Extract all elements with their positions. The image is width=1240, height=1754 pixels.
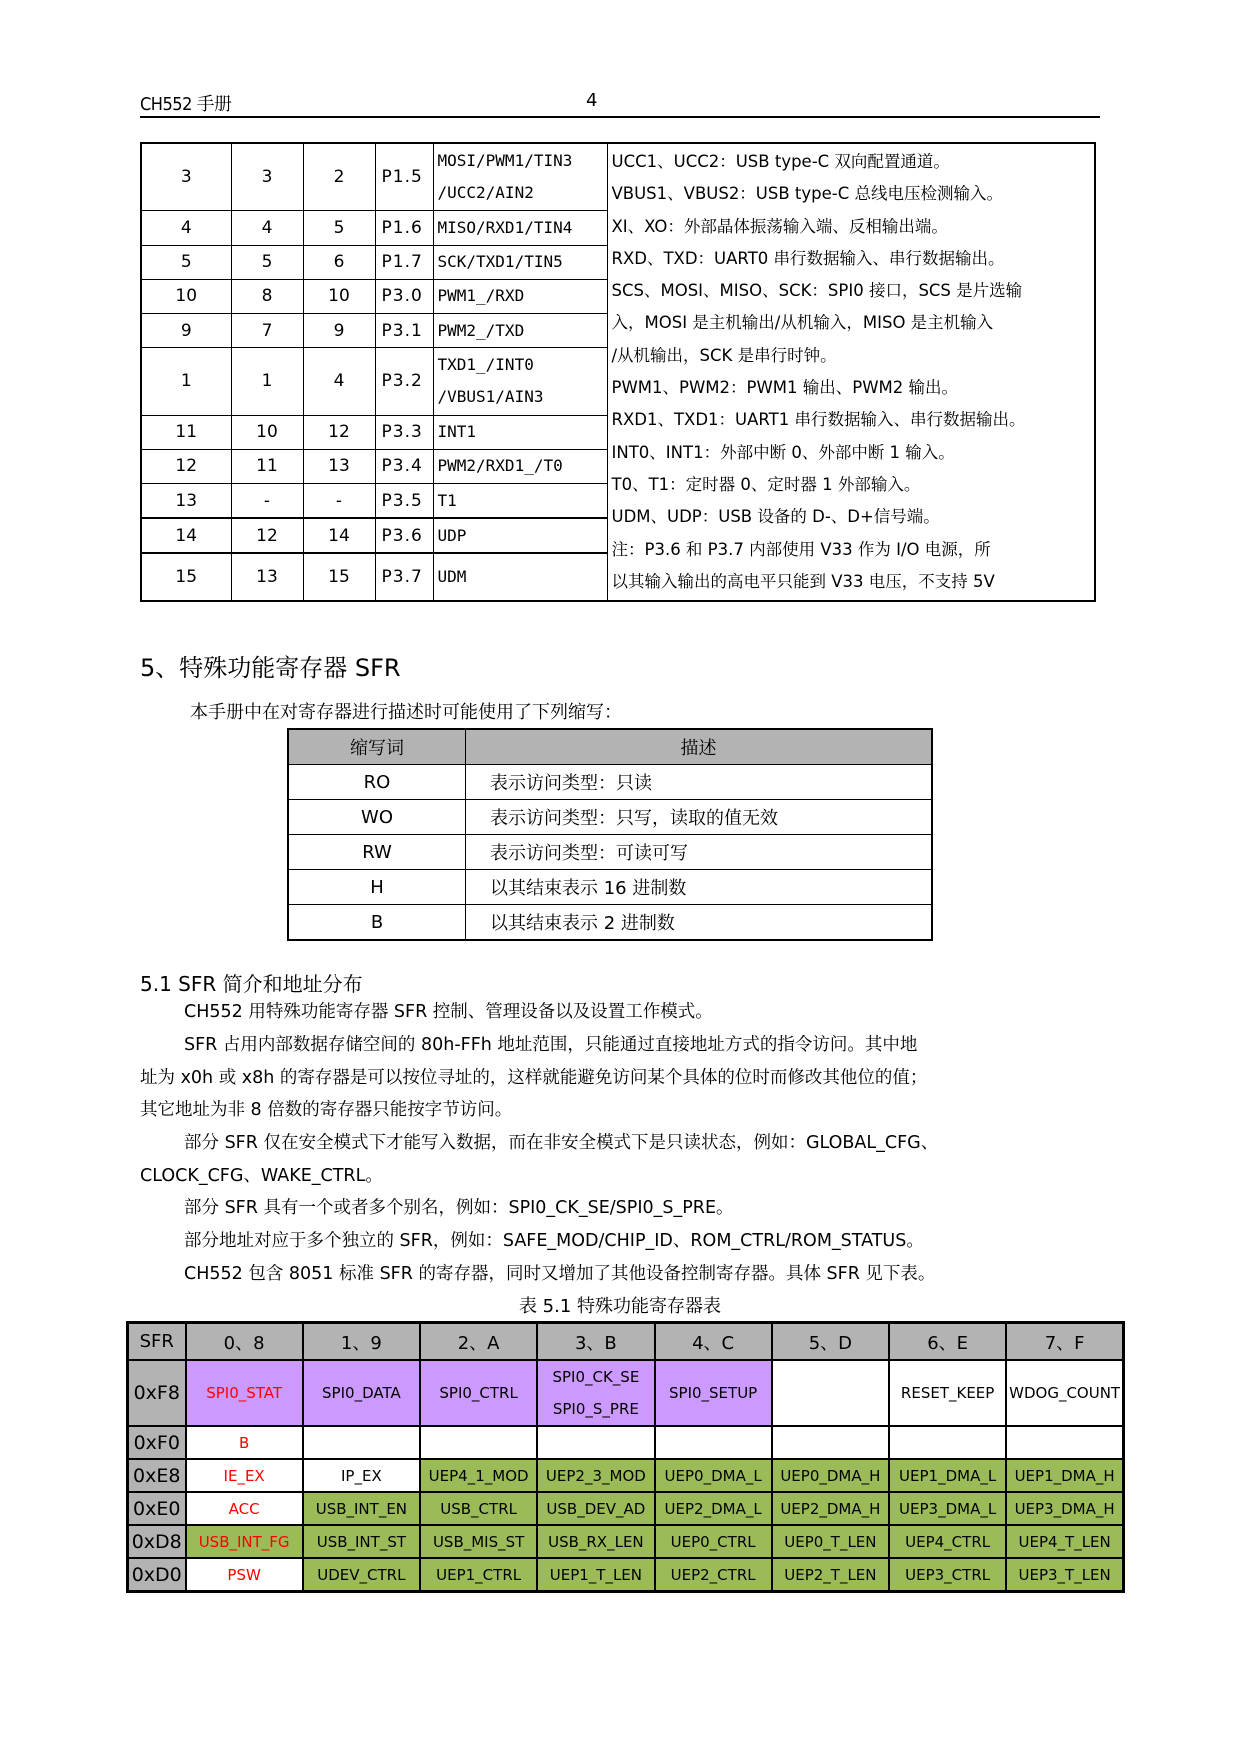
port-cell: P3.2 — [375, 348, 433, 415]
abbr-desc: 表示访问类型：只写，读取的值无效 — [466, 800, 933, 835]
func-cell — [433, 348, 607, 415]
pin-cell: 11 — [141, 415, 231, 449]
sfr-cell-alias — [537, 1360, 654, 1426]
sfr-cell: USB_DEV_AD — [537, 1492, 654, 1525]
sfr-cell: USB_MIS_ST — [420, 1525, 537, 1558]
desc-line: XI、XO：外部晶体振荡输入端、反相输出端。 — [611, 216, 948, 236]
table-row — [128, 1426, 1124, 1459]
func-cell: SCK/TXD1/TIN5 — [433, 245, 607, 279]
sfr-cell: USB_RX_LEN — [537, 1525, 654, 1558]
table-caption: 表 5.1 特殊功能寄存器表 — [518, 1296, 722, 1317]
table-row — [128, 1492, 1124, 1525]
pin-cell: 9 — [303, 314, 375, 348]
paragraph-continued: CLOCK_CFG、WAKE_CTRL。 — [140, 1166, 383, 1186]
abbreviation-table — [287, 728, 933, 941]
desc-line: UCC1、UCC2：USB type-C 双向配置通道。 — [611, 152, 950, 171]
sfr-cell — [889, 1426, 1006, 1459]
sfr-cell — [303, 1426, 420, 1459]
sfr-cell — [655, 1426, 772, 1459]
pin-cell: 9 — [141, 314, 231, 348]
paragraph-continued: 址为 x0h 或 x8h 的寄存器是可以按位寻址的，这样就能避免访问某个具体的位时而修改其他位的值； — [140, 1068, 928, 1088]
sfr-cell: UEP4_1_MOD — [420, 1459, 537, 1492]
pin-cell: 5 — [141, 245, 231, 279]
pin-cell: 10 — [141, 279, 231, 313]
sfr-cell: PSW — [186, 1558, 303, 1592]
func-cell: MISO/RXD1/TIN4 — [433, 211, 607, 245]
desc-line: 以其输入输出的高电平只能到 V33 电压，不支持 5V — [611, 571, 995, 591]
func-line: /VBUS1/AIN3 — [437, 387, 544, 407]
func-cell: T1 — [433, 483, 607, 518]
sfr-cell: UEP2_CTRL — [655, 1558, 772, 1592]
column-header: 描述 — [466, 729, 933, 765]
func-line: MOSI/PWM1/TIN3 — [437, 151, 573, 171]
desc-line: UDM、UDP：USB 设备的 D-、D+信号端。 — [611, 507, 940, 527]
pin-cell: - — [231, 483, 303, 518]
pin-cell: 11 — [231, 449, 303, 483]
table-row — [288, 765, 932, 800]
paragraph — [140, 1225, 1090, 1258]
sfr-cell: UEP1_DMA_H — [1006, 1459, 1123, 1492]
sfr-table — [126, 1321, 1125, 1593]
sfr-cell — [772, 1360, 889, 1426]
sfr-cell: UEP2_DMA_H — [772, 1492, 889, 1525]
func-cell: PWM2/RXD1_/T0 — [433, 449, 607, 483]
sfr-cell: UEP3_DMA_L — [889, 1492, 1006, 1525]
port-cell: P3.4 — [375, 449, 433, 483]
pin-cell: 5 — [231, 245, 303, 279]
table-header-row — [128, 1323, 1124, 1361]
func-cell: UDM — [433, 553, 607, 601]
table-row — [288, 905, 932, 941]
sfr-name: SPI0_CK_SE — [552, 1368, 640, 1386]
section-title: 5、特殊功能寄存器 SFR — [140, 654, 401, 682]
table-row — [128, 1360, 1124, 1426]
abbr-desc: 表示访问类型：可读可写 — [466, 835, 933, 870]
column-header: 0、8 — [186, 1323, 303, 1361]
column-header: 1、9 — [303, 1323, 420, 1361]
paragraph-text: 部分 SFR 仅在安全模式下才能写入数据，而在非安全模式下是只读状态，例如：GLOBAL_CFG、 — [184, 1133, 939, 1153]
paragraph — [140, 1192, 1090, 1225]
desc-line: T0、T1：定时器 0、定时器 1 外部输入。 — [611, 474, 921, 494]
sfr-cell: B — [186, 1426, 303, 1459]
table-header-row — [288, 729, 932, 765]
sfr-cell — [420, 1426, 537, 1459]
subsection-title: 5.1 SFR 简介和地址分布 — [140, 972, 363, 996]
sfr-cell: UEP2_T_LEN — [772, 1558, 889, 1592]
pin-cell: 14 — [303, 518, 375, 553]
sfr-cell: WDOG_COUNT — [1006, 1360, 1123, 1426]
abbr-code: H — [288, 870, 466, 905]
sfr-cell: UEP1_CTRL — [420, 1558, 537, 1592]
sfr-cell — [1006, 1426, 1123, 1459]
sfr-cell: UEP1_T_LEN — [537, 1558, 654, 1592]
sfr-cell: SPI0_SETUP — [655, 1360, 772, 1426]
column-header: 2、A — [420, 1323, 537, 1361]
pin-cell: 10 — [303, 279, 375, 313]
pin-cell: 12 — [231, 518, 303, 553]
func-cell: PWM1_/RXD — [433, 279, 607, 313]
abbr-desc: 以其结束表示 2 进制数 — [466, 905, 933, 941]
sfr-cell: USB_CTRL — [420, 1492, 537, 1525]
table-row — [288, 835, 932, 870]
row-address: 0xE8 — [128, 1459, 186, 1492]
abbr-desc: 表示访问类型：只读 — [466, 765, 933, 800]
pin-cell: 12 — [141, 449, 231, 483]
sfr-cell: UEP0_DMA_H — [772, 1459, 889, 1492]
column-header: 7、F — [1006, 1323, 1123, 1361]
section-intro: 本手册中在对寄存器进行描述时可能使用了下列缩写： — [190, 702, 622, 723]
sfr-cell: USB_INT_FG — [186, 1525, 303, 1558]
table-row — [128, 1459, 1124, 1492]
func-line: /UCC2/AIN2 — [437, 183, 534, 203]
pin-cell: 13 — [303, 449, 375, 483]
column-header: 4、C — [655, 1323, 772, 1361]
port-cell: P1.6 — [375, 211, 433, 245]
pin-cell: 15 — [303, 553, 375, 601]
sfr-name: SPI0_S_PRE — [552, 1400, 639, 1418]
row-address: 0xD8 — [128, 1525, 186, 1558]
table-row — [141, 143, 1095, 211]
pin-cell: 1 — [231, 348, 303, 415]
paragraph-text: 部分 SFR 具有一个或者多个别名，例如：SPI0_CK_SE/SPI0_S_PRE。 — [184, 1198, 734, 1218]
pin-cell: 12 — [303, 415, 375, 449]
paragraph-text: CH552 包含 8051 标准 SFR 的寄存器，同时又增加了其他设备控制寄存器。具体 SFR 见下表。 — [184, 1264, 936, 1284]
pin-cell: 7 — [231, 314, 303, 348]
sfr-cell: RESET_KEEP — [889, 1360, 1006, 1426]
abbr-desc: 以其结束表示 16 进制数 — [466, 870, 933, 905]
desc-line: 注：P3.6 和 P3.7 内部使用 V33 作为 I/O 电源，所 — [611, 539, 991, 559]
func-cell — [433, 143, 607, 211]
column-header: 5、D — [772, 1323, 889, 1361]
sfr-cell — [537, 1426, 654, 1459]
table-row — [288, 800, 932, 835]
row-address: 0xE0 — [128, 1492, 186, 1525]
sfr-cell — [772, 1426, 889, 1459]
row-address: 0xF0 — [128, 1426, 186, 1459]
table-row — [128, 1558, 1124, 1592]
port-cell: P3.7 — [375, 553, 433, 601]
sfr-cell: UEP3_CTRL — [889, 1558, 1006, 1592]
port-cell: P3.3 — [375, 415, 433, 449]
row-address: 0xD0 — [128, 1558, 186, 1592]
port-cell: P3.6 — [375, 518, 433, 553]
column-header: 3、B — [537, 1323, 654, 1361]
port-cell: P1.7 — [375, 245, 433, 279]
sfr-cell: IP_EX — [303, 1459, 420, 1492]
paragraph-text: CH552 用特殊功能寄存器 SFR 控制、管理设备以及设置工作模式。 — [184, 1002, 713, 1022]
pin-table — [140, 142, 1096, 602]
page-header — [140, 90, 1100, 118]
pin-cell: 4 — [231, 211, 303, 245]
pin-cell: 5 — [303, 211, 375, 245]
desc-line: PWM1、PWM2：PWM1 输出、PWM2 输出。 — [611, 378, 958, 398]
func-cell: INT1 — [433, 415, 607, 449]
sfr-cell: SPI0_DATA — [303, 1360, 420, 1426]
column-header: 6、E — [889, 1323, 1006, 1361]
pin-cell: 10 — [231, 415, 303, 449]
pin-cell: 3 — [231, 143, 303, 211]
row-address: 0xF8 — [128, 1360, 186, 1426]
sfr-cell: UEP2_DMA_L — [655, 1492, 772, 1525]
table-row — [128, 1525, 1124, 1558]
pin-cell: 13 — [141, 483, 231, 518]
desc-line: /从机输出，SCK 是串行时钟。 — [611, 345, 837, 365]
sfr-cell: UEP2_3_MOD — [537, 1459, 654, 1492]
table-row — [288, 870, 932, 905]
document-title: CH552 手册 — [140, 94, 232, 115]
sfr-cell: UEP4_T_LEN — [1006, 1525, 1123, 1558]
sfr-cell: USB_INT_ST — [303, 1525, 420, 1558]
pin-cell: 14 — [141, 518, 231, 553]
pin-cell: 1 — [141, 348, 231, 415]
abbr-code: RO — [288, 765, 466, 800]
sfr-cell: UDEV_CTRL — [303, 1558, 420, 1592]
pin-cell: 13 — [231, 553, 303, 601]
func-line: TXD1_/INT0 — [437, 355, 534, 375]
sfr-cell: UEP3_DMA_H — [1006, 1492, 1123, 1525]
paragraph — [140, 996, 1090, 1029]
abbr-code: RW — [288, 835, 466, 870]
sfr-cell: USB_INT_EN — [303, 1492, 420, 1525]
paragraph — [140, 1127, 1090, 1160]
port-cell: P3.0 — [375, 279, 433, 313]
pin-cell: 15 — [141, 553, 231, 601]
sfr-cell: UEP0_CTRL — [655, 1525, 772, 1558]
pin-cell: 2 — [303, 143, 375, 211]
sfr-cell: ACC — [186, 1492, 303, 1525]
desc-line: VBUS1、VBUS2：USB type-C 总线电压检测输入。 — [611, 184, 1004, 204]
page-number: 4 — [586, 90, 598, 111]
sfr-cell: UEP1_DMA_L — [889, 1459, 1006, 1492]
sfr-cell: UEP3_T_LEN — [1006, 1558, 1123, 1592]
paragraph-text: 部分地址对应于多个独立的 SFR，例如：SAFE_MOD/CHIP_ID、ROM_CTRL/ROM_STATUS。 — [184, 1231, 924, 1251]
column-header: 缩写词 — [288, 729, 466, 765]
paragraph-continued: 其它地址为非 8 倍数的寄存器只能按字节访问。 — [140, 1100, 513, 1120]
paragraph-text: SFR 占用内部数据存储空间的 80h-FFh 地址范围，只能通过直接地址方式的指令访问。其中地 — [184, 1035, 918, 1055]
desc-line: RXD1、TXD1：UART1 串行数据输入、串行数据输出。 — [611, 410, 1026, 430]
desc-line: SCS、MOSI、MISO、SCK：SPI0 接口，SCS 是片选输 — [611, 281, 1023, 301]
description-cell — [607, 143, 1095, 601]
abbr-code: WO — [288, 800, 466, 835]
pin-cell: - — [303, 483, 375, 518]
sfr-cell: UEP0_DMA_L — [655, 1459, 772, 1492]
pin-cell: 3 — [141, 143, 231, 211]
abbr-code: B — [288, 905, 466, 941]
pin-cell: 4 — [141, 211, 231, 245]
sfr-cell: UEP0_T_LEN — [772, 1525, 889, 1558]
pin-cell: 6 — [303, 245, 375, 279]
sfr-cell: UEP4_CTRL — [889, 1525, 1006, 1558]
desc-line: INT0、INT1：外部中断 0、外部中断 1 输入。 — [611, 442, 955, 462]
func-cell: UDP — [433, 518, 607, 553]
func-cell: PWM2_/TXD — [433, 314, 607, 348]
port-cell: P1.5 — [375, 143, 433, 211]
paragraph — [140, 1029, 1090, 1062]
column-header: SFR — [128, 1323, 186, 1361]
sfr-cell: SPI0_CTRL — [420, 1360, 537, 1426]
sfr-cell: SPI0_STAT — [186, 1360, 303, 1426]
port-cell: P3.5 — [375, 483, 433, 518]
desc-line: 入，MOSI 是主机输出/从机输入，MISO 是主机输入 — [611, 313, 994, 333]
pin-cell: 8 — [231, 279, 303, 313]
desc-line: RXD、TXD：UART0 串行数据输入、串行数据输出。 — [611, 248, 1005, 268]
port-cell: P3.1 — [375, 314, 433, 348]
pin-cell: 4 — [303, 348, 375, 415]
paragraph — [140, 1258, 1090, 1291]
sfr-cell: IE_EX — [186, 1459, 303, 1492]
